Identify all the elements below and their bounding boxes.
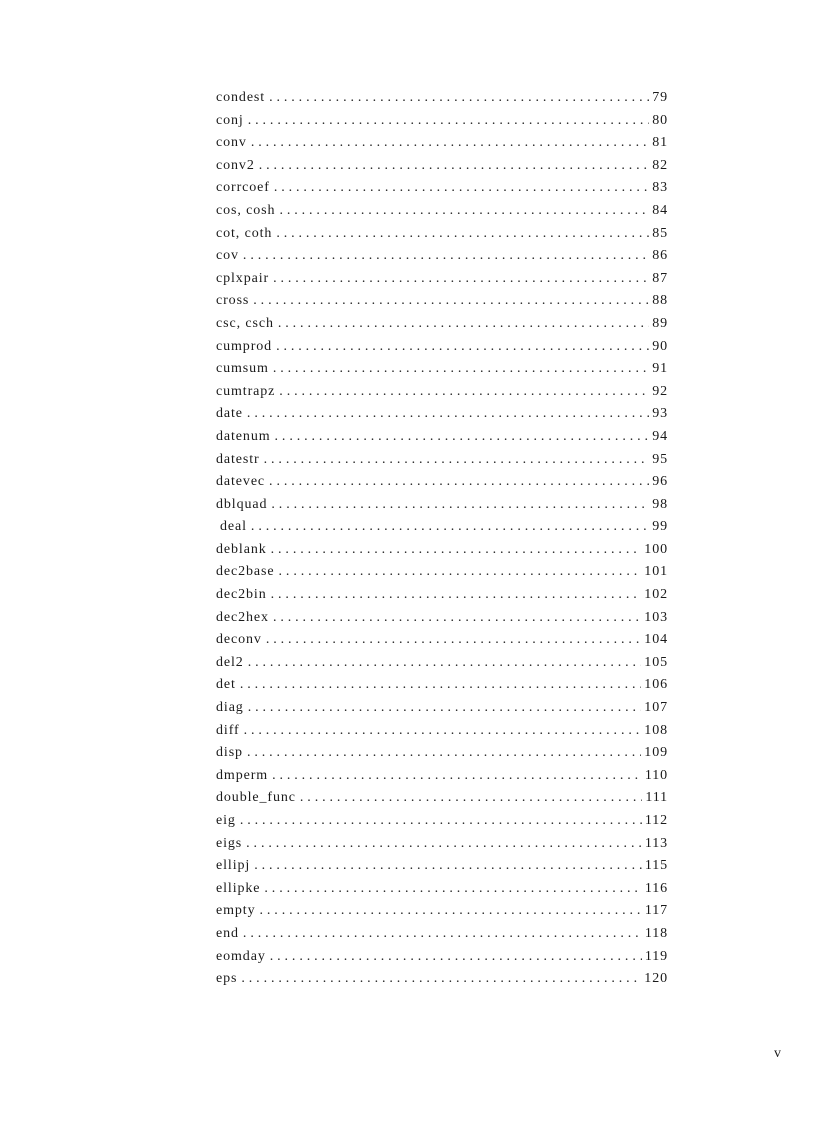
toc-leader-dots — [269, 87, 649, 110]
table-of-contents — [216, 87, 668, 991]
toc-entry-name: eomday — [216, 948, 266, 964]
toc-entry-page: 100 — [644, 541, 668, 557]
toc-entry-page: 80 — [652, 112, 668, 128]
toc-entry-name: csc, csch — [216, 315, 274, 331]
toc-leader-dots — [279, 561, 642, 584]
toc-entry-page: 86 — [652, 248, 668, 264]
toc-leader-dots — [241, 968, 641, 991]
toc-entry-name: datestr — [216, 451, 260, 467]
toc-entry[interactable] — [216, 720, 668, 743]
toc-entry[interactable] — [216, 200, 668, 223]
toc-entry[interactable] — [216, 87, 668, 110]
toc-entry[interactable] — [216, 403, 668, 426]
toc-entry-page: 102 — [644, 587, 668, 603]
toc-entry[interactable] — [216, 946, 668, 969]
toc-entry-page: 95 — [652, 451, 668, 467]
toc-entry-name: ellipke — [216, 880, 261, 896]
toc-leader-dots — [273, 358, 649, 381]
toc-entry-page: 89 — [652, 315, 668, 331]
toc-entry[interactable] — [216, 833, 668, 856]
toc-entry-name: deconv — [216, 632, 262, 648]
toc-leader-dots — [240, 810, 642, 833]
toc-entry-name: del2 — [216, 654, 244, 670]
toc-leader-dots — [248, 697, 642, 720]
toc-entry-page: 83 — [652, 180, 668, 196]
toc-entry-page: 111 — [645, 790, 668, 806]
toc-entry[interactable] — [216, 223, 668, 246]
toc-entry[interactable] — [216, 607, 668, 630]
toc-entry-name: conv — [216, 135, 247, 151]
toc-entry-name: cplxpair — [216, 270, 270, 286]
toc-leader-dots — [264, 449, 649, 472]
toc-leader-dots — [278, 313, 649, 336]
toc-entry-name: cot, coth — [216, 225, 273, 241]
toc-leader-dots — [276, 336, 649, 359]
toc-leader-dots — [248, 652, 642, 675]
toc-entry[interactable] — [216, 697, 668, 720]
toc-entry-page: 90 — [652, 338, 668, 354]
toc-leader-dots — [247, 742, 641, 765]
toc-entry-page: 96 — [652, 474, 668, 490]
toc-leader-dots — [260, 900, 642, 923]
toc-leader-dots — [272, 765, 642, 788]
toc-entry-page: 118 — [644, 925, 668, 941]
toc-entry-name: cos, cosh — [216, 202, 276, 218]
toc-entry[interactable] — [216, 584, 668, 607]
toc-entry-page: 88 — [652, 293, 668, 309]
toc-entry-page: 92 — [652, 383, 668, 399]
toc-entry-name: dec2hex — [216, 609, 269, 625]
toc-entry[interactable] — [216, 810, 668, 833]
toc-entry-page: 79 — [652, 90, 668, 105]
toc-entry-name: conv2 — [216, 157, 255, 173]
toc-leader-dots — [244, 720, 642, 743]
toc-entry-page: 110 — [644, 767, 668, 783]
toc-entry-name: dec2bin — [216, 587, 267, 603]
page-number: v — [774, 1046, 781, 1061]
toc-entry-name: eigs — [216, 835, 243, 851]
toc-entry-page: 113 — [644, 835, 668, 851]
toc-entry-name: corrcoef — [216, 180, 270, 196]
toc-leader-dots — [279, 381, 649, 404]
toc-leader-dots — [275, 426, 649, 449]
toc-leader-dots — [254, 855, 642, 878]
toc-entry[interactable] — [216, 765, 668, 788]
toc-entry[interactable] — [216, 381, 668, 404]
toc-leader-dots — [271, 539, 642, 562]
toc-entry-page: 108 — [644, 722, 668, 738]
toc-entry[interactable] — [216, 878, 668, 901]
toc-entry[interactable] — [216, 742, 668, 765]
toc-entry-page: 106 — [644, 677, 668, 693]
toc-leader-dots — [274, 177, 649, 200]
toc-entry-name: disp — [216, 745, 243, 761]
toc-entry-page: 119 — [644, 948, 668, 964]
toc-entry[interactable] — [216, 336, 668, 359]
toc-entry[interactable] — [216, 290, 668, 313]
toc-entry-page: 104 — [644, 632, 668, 648]
toc-entry-name: condest — [216, 90, 266, 105]
toc-leader-dots — [259, 155, 649, 178]
toc-entry-name: dblquad — [216, 496, 268, 512]
toc-leader-dots — [240, 674, 641, 697]
toc-entry[interactable] — [216, 155, 668, 178]
toc-entry[interactable] — [216, 855, 668, 878]
toc-leader-dots — [271, 494, 649, 517]
toc-entry-page: 117 — [644, 903, 668, 919]
toc-entry-name: datevec — [216, 474, 266, 490]
toc-leader-dots — [248, 110, 649, 133]
toc-entry-name: diff — [216, 722, 240, 738]
toc-entry[interactable] — [216, 177, 668, 200]
toc-entry-page: 115 — [644, 858, 668, 874]
toc-entry-name: cov — [216, 248, 239, 264]
toc-entry-name: empty — [216, 903, 256, 919]
toc-leader-dots — [276, 223, 649, 246]
toc-entry-page: 87 — [652, 270, 668, 286]
toc-entry-name: double_func — [216, 790, 296, 806]
toc-entry-name: cumprod — [216, 338, 273, 354]
toc-leader-dots — [251, 516, 649, 539]
toc-entry-name: end — [216, 925, 239, 941]
toc-entry[interactable] — [216, 245, 668, 268]
toc-leader-dots — [253, 290, 649, 313]
toc-entry-name: eps — [216, 971, 238, 987]
toc-entry[interactable] — [216, 923, 668, 946]
toc-entry[interactable] — [216, 110, 668, 133]
toc-entry-page: 99 — [652, 519, 668, 535]
toc-entry[interactable] — [216, 494, 668, 517]
toc-leader-dots — [264, 878, 641, 901]
toc-entry[interactable] — [216, 787, 668, 810]
toc-leader-dots — [243, 923, 642, 946]
toc-entry-name: cumsum — [216, 361, 269, 377]
toc-entry-page: 91 — [652, 361, 668, 377]
toc-entry[interactable] — [216, 561, 668, 584]
toc-entry[interactable] — [216, 449, 668, 472]
toc-leader-dots — [266, 629, 641, 652]
toc-entry-name: datenum — [216, 428, 271, 444]
toc-entry[interactable] — [216, 132, 668, 155]
toc-entry-name: dec2base — [216, 564, 275, 580]
toc-leader-dots — [273, 268, 649, 291]
toc-entry[interactable] — [216, 629, 668, 652]
toc-entry[interactable] — [216, 471, 668, 494]
toc-entry-page: 105 — [644, 654, 668, 670]
toc-entry-name: cumtrapz — [216, 383, 276, 399]
toc-entry-page: 112 — [644, 813, 668, 828]
toc-leader-dots — [269, 471, 649, 494]
toc-entry-name: deal — [220, 519, 247, 535]
toc-entry-page: 107 — [644, 700, 668, 716]
toc-leader-dots — [273, 607, 641, 630]
toc-entry[interactable] — [216, 426, 668, 449]
toc-entry-page: 93 — [652, 406, 668, 422]
toc-entry-name: dmperm — [216, 767, 269, 783]
toc-entry-page: 103 — [644, 609, 668, 625]
toc-entry[interactable] — [216, 313, 668, 336]
toc-leader-dots — [247, 403, 649, 426]
toc-entry-page: 82 — [652, 157, 668, 173]
toc-entry[interactable] — [216, 516, 668, 539]
toc-entry[interactable] — [216, 968, 668, 991]
toc-entry-name: det — [216, 677, 236, 693]
toc-leader-dots — [251, 132, 649, 155]
toc-leader-dots — [270, 946, 642, 969]
toc-entry-page: 85 — [652, 225, 668, 241]
toc-leader-dots — [271, 584, 642, 607]
toc-leader-dots — [246, 833, 642, 856]
toc-entry-name: ellipj — [216, 858, 251, 874]
toc-entry-name: cross — [216, 293, 250, 309]
toc-entry-page: 116 — [644, 880, 668, 896]
toc-entry-page: 84 — [652, 202, 668, 218]
toc-entry-name: date — [216, 406, 243, 422]
toc-entry-name: diag — [216, 700, 244, 716]
toc-entry-page: 81 — [652, 135, 668, 151]
toc-entry[interactable] — [216, 900, 668, 923]
toc-entry[interactable] — [216, 358, 668, 381]
toc-entry-page: 98 — [652, 496, 668, 512]
toc-leader-dots — [279, 200, 649, 223]
toc-entry-name: conj — [216, 112, 244, 128]
toc-entry-page: 94 — [652, 428, 668, 444]
toc-entry[interactable] — [216, 652, 668, 675]
toc-leader-dots — [243, 245, 649, 268]
toc-entry-page: 101 — [644, 564, 668, 580]
toc-leader-dots — [300, 787, 642, 810]
toc-entry[interactable] — [216, 268, 668, 291]
toc-entry[interactable] — [216, 539, 668, 562]
toc-entry-name: eig — [216, 813, 236, 828]
toc-entry-page: 120 — [644, 971, 668, 987]
toc-entry[interactable] — [216, 674, 668, 697]
toc-entry-name: deblank — [216, 541, 267, 557]
toc-entry-page: 109 — [644, 745, 668, 761]
